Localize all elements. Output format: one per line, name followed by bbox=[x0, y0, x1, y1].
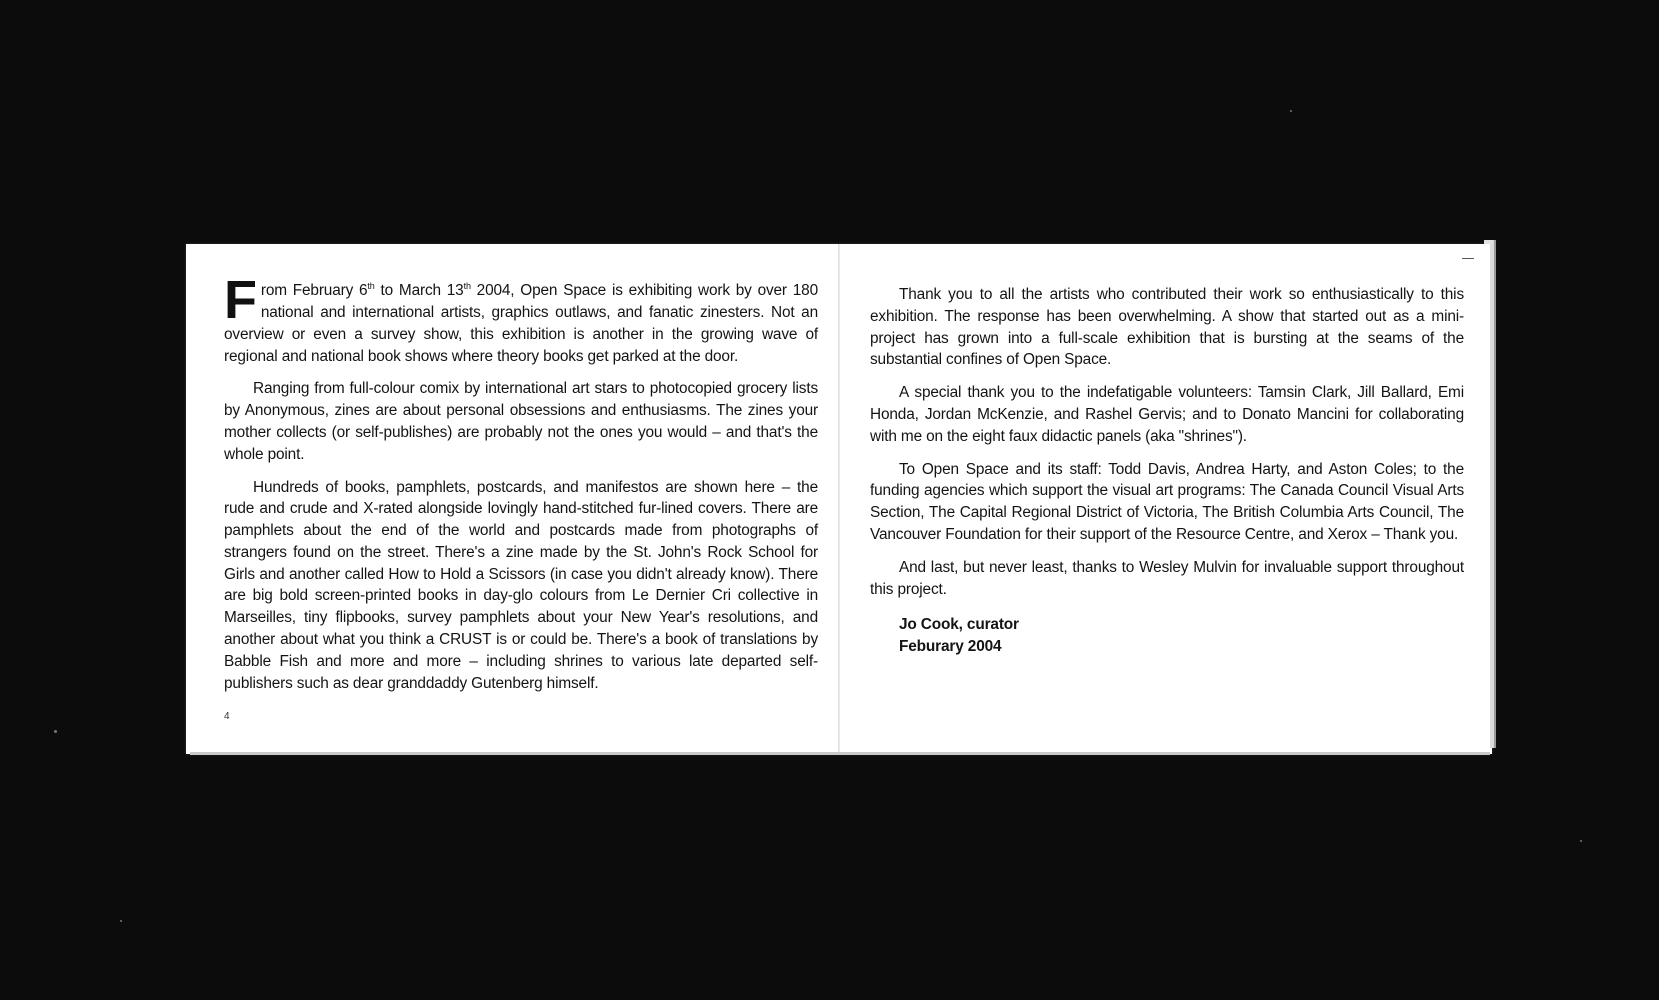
body-paragraph: Ranging from full-colour comix by international art stars to photocopied grocery lists by Anonymous, zines are about personal obsessions and enthusiasms. The zines your mother collects (or self-publishes) are probably not the ones you would – and that's the whole point. bbox=[224, 380, 818, 463]
signature-block bbox=[870, 614, 1464, 658]
dust-speck bbox=[1580, 840, 1582, 842]
body-paragraph: To Open Space and its staff: Todd Davis, Andrea Harty, and Aston Coles; to the funding agencies which support the visual art programs: The Canada Council Visual Arts Section, The Capital Regional District of Victoria, The British Columbia Arts Council, The Vancouver Foundation for their support of the Resource Centre, and Xerox – Thank you. bbox=[870, 460, 1464, 543]
body-paragraph: Hundreds of books, pamphlets, postcards, and manifestos are shown here – the rude and crude and X-rated alongside lovingly hand-stitched fur-lined covers. There are pamphlets about the end of the world and postcards made from photographs of strangers found on the street. There's a zine made by the St. John's Rock School for Girls and another called How to Hold a Scissors (in case you didn't already know). There are big bold screen-printed books in day-glo colours from Le Dernier Cri collective in Marseilles, tiny flipbooks, survey pamphlets about your New Year's resolutions, and another about what you think a CRUST is or could be. There's a book of translations by Babble Fish and more and more – including shrines to various late departed self-publishers such as dear granddaddy Gutenberg himself. bbox=[224, 478, 818, 692]
dust-speck bbox=[120, 920, 122, 922]
signature-name: Jo Cook, curator bbox=[899, 616, 1019, 634]
corner-mark bbox=[1462, 258, 1474, 259]
body-paragraph: A special thank you to the indefatigable volunteers: Tamsin Clark, Jill Ballard, Emi Honda, Jordan McKenzie, and Rashel Gervis; and to Donato Mancini for collaborating with me on the eight faux didactic panels (aka "shrines"). bbox=[870, 384, 1464, 445]
page-number: 4 bbox=[224, 711, 230, 722]
left-page-text bbox=[224, 270, 818, 705]
book-gutter bbox=[838, 244, 840, 754]
page-stack-top bbox=[1484, 240, 1492, 244]
left-page bbox=[186, 244, 838, 754]
dust-speck bbox=[1290, 110, 1292, 112]
signature-date: Feburary 2004 bbox=[899, 638, 1002, 656]
body-paragraph: Thank you to all the artists who contributed their work so enthusiastically to this exhibition. The response has been overwhelming. A show that started out as a mini-project has grown into a full-scale exhibition that is bursting at the seams of the substantial confines of Open Space. bbox=[870, 286, 1464, 369]
right-page-text bbox=[870, 284, 1464, 658]
right-page bbox=[840, 244, 1492, 754]
body-paragraph: And last, but never least, thanks to Wesley Mulvin for invaluable support throughout this project. bbox=[870, 558, 1464, 598]
dust-speck bbox=[54, 730, 57, 733]
drop-cap: F bbox=[224, 270, 257, 330]
intro-paragraph: From February 6th to March 13th 2004, Open Space is exhibiting work by over 180 national and international artists, graphics outlaws, and fanatic zinesters. Not an overview or even a survey show, this exhibition is another in the growing wave of regional and national book shows where theory books get parked at the door. bbox=[224, 270, 818, 365]
page-stack-edge bbox=[1490, 240, 1496, 748]
page-bottom-edge bbox=[190, 752, 1490, 755]
